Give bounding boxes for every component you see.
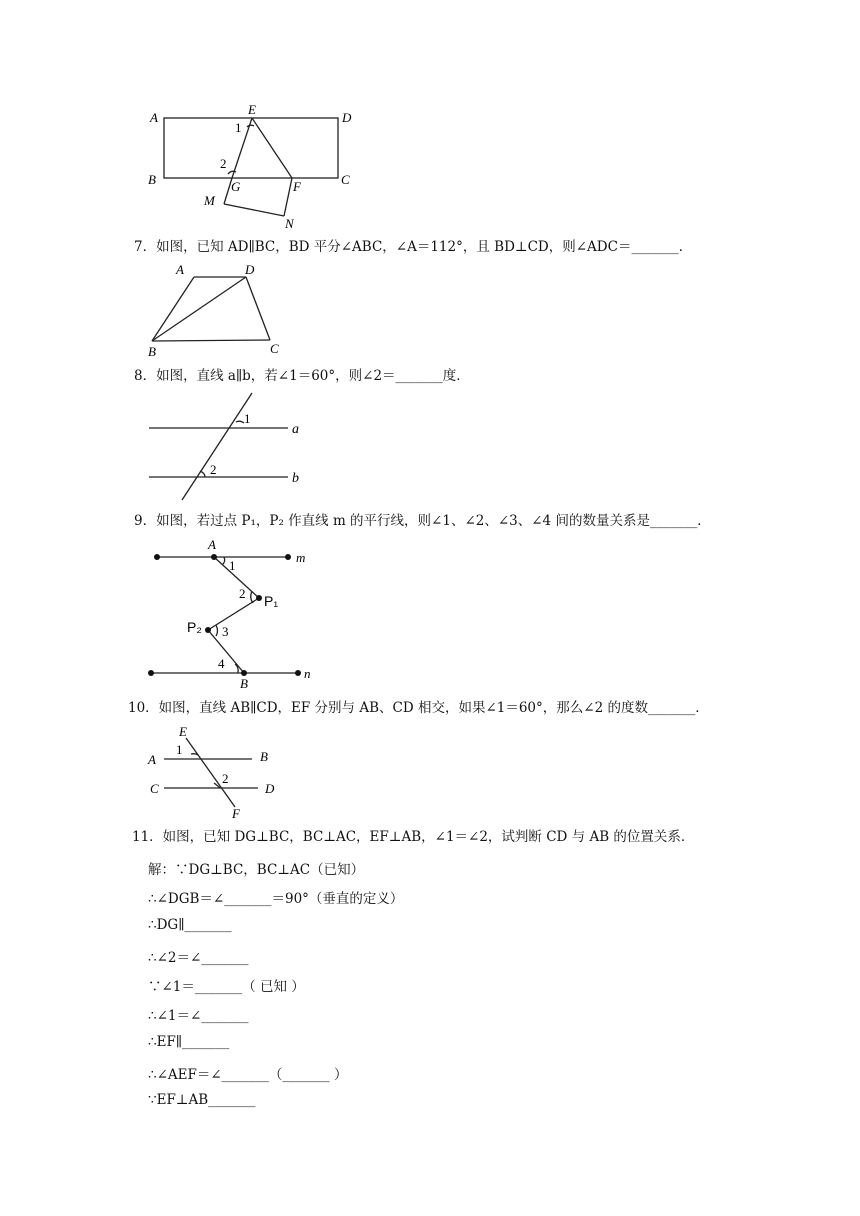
point-m-right bbox=[285, 554, 291, 560]
angle-mark-1 bbox=[247, 125, 254, 127]
label-E: E bbox=[179, 724, 187, 739]
label-D: D bbox=[342, 110, 352, 125]
label-D: D bbox=[265, 781, 275, 796]
segment-ef bbox=[252, 118, 292, 178]
label-F: F bbox=[293, 179, 301, 194]
label-1: 1 bbox=[235, 120, 242, 135]
solution-line-7: ∴EF∥_______ bbox=[148, 1034, 230, 1050]
label-C: C bbox=[270, 341, 279, 356]
label-C: C bbox=[150, 781, 159, 796]
segment-dc bbox=[246, 277, 270, 340]
solution-line-8: ∴∠AEF＝∠_______（_______ ） bbox=[148, 1067, 348, 1083]
rectangle-abcd bbox=[164, 118, 338, 178]
solution-line-2: ∴∠DGB＝∠_______＝90°（垂直的定义） bbox=[148, 891, 404, 907]
label-1: 1 bbox=[176, 742, 183, 757]
angle-mark-3 bbox=[216, 625, 218, 636]
label-B: B bbox=[260, 749, 268, 764]
question-11-text: 11．如图，已知 DG⊥BC，BC⊥AC，EF⊥AB，∠1＝∠2，试判断 CD 与 AB 的位置关系． bbox=[132, 829, 695, 845]
label-1: 1 bbox=[244, 411, 251, 426]
label-G: G bbox=[231, 179, 241, 194]
label-n: n bbox=[304, 666, 311, 681]
label-D: D bbox=[245, 262, 255, 277]
point-n-left bbox=[148, 670, 154, 676]
point-p2 bbox=[205, 627, 211, 633]
label-N: N bbox=[285, 216, 294, 231]
label-2: 2 bbox=[210, 462, 217, 477]
label-m: m bbox=[296, 550, 306, 565]
figure-q7 bbox=[140, 258, 300, 358]
label-2: 2 bbox=[222, 771, 229, 786]
segment-ab bbox=[152, 277, 194, 341]
label-4: 4 bbox=[218, 656, 225, 671]
label-A: A bbox=[176, 262, 184, 277]
angle-mark-1 bbox=[191, 754, 198, 755]
label-A: A bbox=[208, 537, 216, 552]
label-F: F bbox=[232, 806, 240, 820]
question-7-text: 7．如图，已知 AD∥BC，BD 平分∠ABC，∠A＝112°，且 BD⊥CD，则∠ADC＝_______． bbox=[134, 239, 693, 255]
label-A: A bbox=[150, 110, 158, 125]
label-B: B bbox=[240, 676, 248, 691]
figure-q6 bbox=[140, 100, 370, 235]
solution-line-1: 解：∵DG⊥BC，BC⊥AC（已知） bbox=[148, 862, 365, 878]
segment-fn bbox=[284, 178, 292, 216]
label-P2: P₂ bbox=[187, 619, 202, 635]
angle-mark-2 bbox=[228, 171, 236, 174]
label-1: 1 bbox=[229, 558, 236, 573]
angle-mark-2 bbox=[200, 471, 205, 477]
question-8-text: 8．如图，直线 a∥b，若∠1＝60°，则∠2＝_______度． bbox=[134, 368, 470, 384]
question-10-text: 10．如图，直线 AB∥CD，EF 分别与 AB、CD 相交，如果∠1＝60°，那么∠2 的度数_______． bbox=[128, 700, 709, 716]
solution-line-3: ∴DG∥_______ bbox=[148, 917, 232, 933]
label-3: 3 bbox=[222, 624, 229, 639]
segment-bc bbox=[152, 340, 270, 341]
point-n-right bbox=[295, 670, 301, 676]
point-p1 bbox=[256, 595, 262, 601]
transversal bbox=[182, 393, 252, 500]
label-E: E bbox=[248, 102, 256, 117]
question-9-text: 9．如图，若过点 P₁，P₂ 作直线 m 的平行线，则∠1、∠2、∠3、∠4 间的数量关系是_______． bbox=[134, 513, 711, 529]
solution-line-4: ∴∠2＝∠_______ bbox=[148, 950, 249, 966]
segment-bd bbox=[152, 277, 246, 341]
label-A: A bbox=[148, 752, 156, 767]
angle-mark-1 bbox=[236, 421, 244, 423]
segment-mn bbox=[224, 204, 284, 216]
point-a bbox=[211, 554, 217, 560]
label-2: 2 bbox=[220, 156, 227, 171]
label-a: a bbox=[292, 422, 299, 437]
label-P1: P₁ bbox=[264, 593, 279, 609]
label-B: B bbox=[148, 344, 156, 358]
label-b: b bbox=[292, 471, 299, 486]
solution-line-9: ∵EF⊥AB_______ bbox=[148, 1092, 256, 1108]
point-m-left bbox=[154, 554, 160, 560]
label-2: 2 bbox=[239, 586, 246, 601]
label-M: M bbox=[204, 193, 215, 208]
label-B: B bbox=[148, 172, 156, 187]
figure-q8 bbox=[140, 390, 320, 502]
figure-q10 bbox=[140, 720, 300, 820]
figure-q9 bbox=[140, 536, 330, 692]
label-C: C bbox=[341, 172, 350, 187]
solution-line-6: ∴∠1＝∠_______ bbox=[148, 1008, 249, 1024]
solution-line-5: ∵∠1＝_______（ 已知 ） bbox=[148, 979, 305, 995]
